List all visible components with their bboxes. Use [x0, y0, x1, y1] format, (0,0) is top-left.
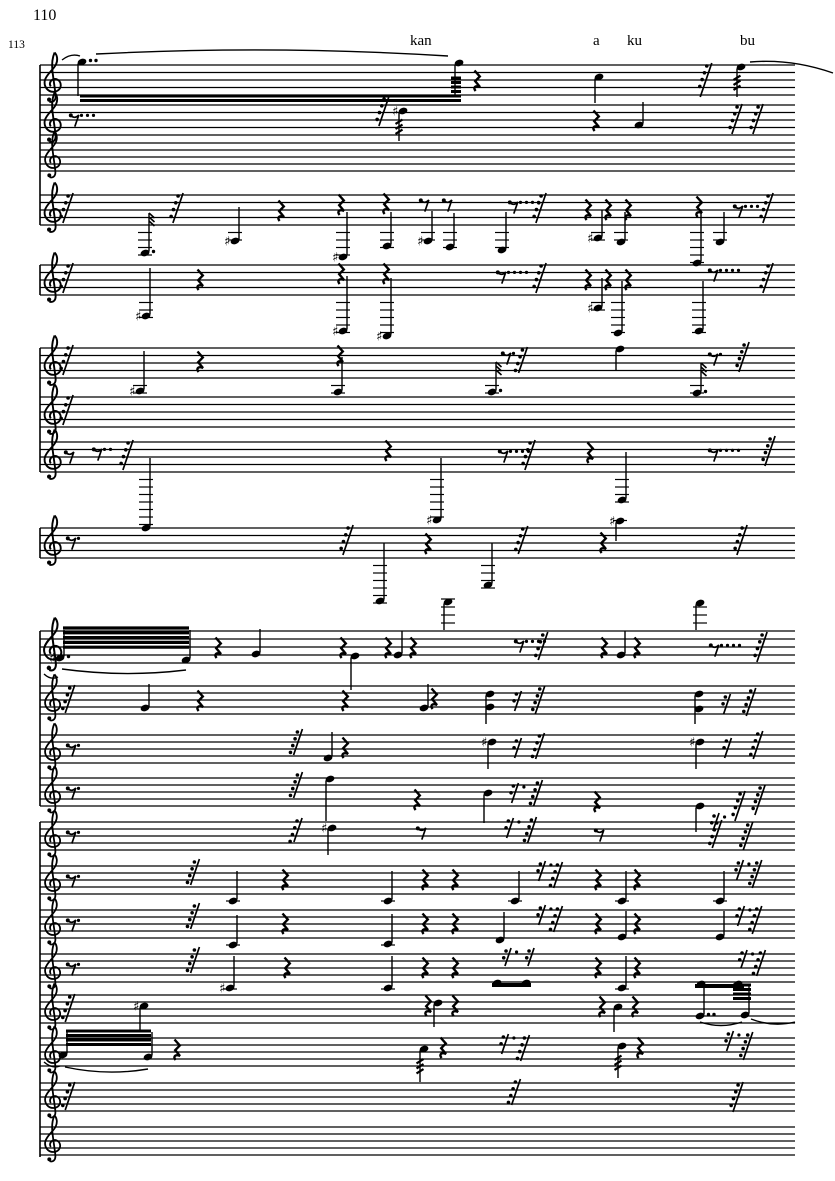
eighth-rest — [66, 918, 80, 931]
note — [616, 631, 627, 659]
slashed-rest — [186, 859, 200, 885]
note — [325, 775, 336, 821]
note — [695, 985, 716, 1020]
eighth-rest — [733, 204, 759, 217]
note — [634, 102, 645, 129]
quarter-rest — [587, 443, 593, 464]
slashed-rest — [509, 783, 525, 803]
slashed-rest — [532, 193, 546, 223]
sharp-accidental: ♯ — [417, 234, 424, 250]
slashed-rest — [61, 1082, 75, 1110]
measure-number: 113 — [8, 39, 25, 51]
note — [495, 212, 509, 254]
quarter-rest — [342, 738, 348, 759]
sharp-accidental: ♯ — [219, 981, 226, 997]
sharp-accidental: ♯ — [321, 821, 328, 837]
note — [332, 212, 350, 266]
staff — [40, 131, 795, 177]
note — [615, 452, 629, 504]
slashed-rest — [759, 263, 773, 293]
eighth-rest — [92, 447, 112, 460]
quarter-rest — [452, 996, 458, 1017]
quarter-rest — [594, 792, 600, 813]
sharp-accidental: ♯ — [135, 309, 142, 325]
slur — [62, 55, 80, 60]
staff — [40, 50, 833, 103]
slur — [96, 50, 448, 56]
note — [224, 207, 242, 250]
staff — [40, 898, 795, 949]
slashed-rest — [751, 785, 765, 815]
note — [138, 213, 155, 257]
slashed-rest — [61, 994, 75, 1022]
note — [426, 458, 444, 529]
note — [692, 281, 706, 335]
note — [219, 956, 237, 997]
eighth-rest — [66, 962, 80, 975]
slashed-rest — [516, 1035, 530, 1061]
lyric-syllable: bu — [740, 33, 755, 49]
slur — [65, 1067, 148, 1072]
slashed-rest — [59, 193, 73, 223]
slashed-rest — [734, 860, 750, 880]
slashed-rest — [525, 948, 534, 966]
slashed-rest — [499, 1034, 515, 1054]
slashed-rest — [169, 193, 183, 223]
note — [715, 911, 726, 941]
sharp-accidental: ♯ — [481, 735, 488, 751]
note — [695, 802, 706, 832]
quarter-rest — [338, 195, 344, 216]
eighth-rest — [66, 874, 80, 887]
slashed-rest — [735, 906, 751, 926]
note — [615, 1042, 628, 1078]
note — [485, 362, 502, 396]
eighth-rest — [66, 743, 80, 756]
note — [373, 543, 387, 605]
note — [129, 351, 147, 400]
sharp-accidental: ♯ — [332, 250, 339, 266]
note — [139, 458, 153, 532]
note — [443, 213, 457, 251]
slur — [750, 61, 833, 73]
slashed-rest — [523, 817, 537, 843]
quarter-rest — [632, 997, 638, 1018]
staff — [40, 810, 795, 856]
sharp-accidental: ♯ — [609, 514, 616, 530]
sharp-accidental: ♯ — [392, 104, 399, 120]
staff — [40, 598, 795, 690]
slashed-rest — [529, 780, 543, 806]
quarter-rest — [197, 352, 203, 373]
slashed-rest — [531, 733, 545, 759]
note — [350, 652, 361, 690]
sharp-accidental: ♯ — [426, 513, 433, 529]
quarter-rest — [440, 1038, 446, 1059]
note — [226, 871, 240, 905]
lyric-syllable: a — [593, 33, 600, 49]
slashed-rest — [536, 905, 552, 925]
tremolo-beam — [80, 96, 461, 101]
slashed-rest — [728, 104, 742, 134]
staff — [40, 250, 795, 345]
note — [690, 211, 704, 267]
slashed-rest — [514, 526, 528, 554]
staff — [40, 336, 795, 400]
note — [417, 1045, 430, 1082]
note — [226, 915, 240, 949]
slashed-rest — [534, 632, 548, 660]
slur — [62, 669, 186, 674]
note — [615, 345, 626, 371]
note — [693, 599, 707, 630]
rehearsal-number: 110 — [33, 7, 57, 24]
staff — [40, 1026, 795, 1082]
staff — [40, 1071, 795, 1117]
slashed-rest — [186, 947, 200, 973]
slashed-rest — [512, 738, 521, 758]
note — [611, 281, 625, 337]
sharp-accidental: ♯ — [587, 301, 594, 317]
note — [690, 363, 707, 397]
sharp-accidental: ♯ — [376, 329, 383, 345]
slashed-rest — [512, 691, 521, 711]
sharp-accidental: ♯ — [129, 384, 136, 400]
sharp-accidental: ♯ — [49, 651, 56, 667]
eighth-rest — [66, 786, 80, 799]
note — [419, 684, 430, 712]
sharp-accidental: ♯ — [587, 231, 594, 247]
note — [323, 732, 334, 762]
slashed-rest — [722, 738, 731, 758]
staff — [40, 674, 795, 724]
slashed-rest — [738, 950, 754, 968]
note — [481, 736, 497, 770]
note — [417, 211, 435, 250]
quarter-rest — [637, 1038, 643, 1059]
quarter-rest — [431, 689, 437, 710]
slashed-rest — [59, 395, 73, 425]
staff — [40, 430, 795, 533]
lyric-syllable: ku — [627, 33, 642, 49]
sharp-accidental: ♯ — [224, 234, 231, 250]
quarter-rest — [383, 264, 389, 285]
slashed-rest — [742, 688, 756, 716]
note — [613, 1003, 624, 1032]
note — [441, 598, 455, 630]
slashed-rest — [186, 903, 200, 929]
slashed-rest — [761, 436, 775, 466]
quarter-rest — [599, 997, 605, 1018]
note — [251, 629, 262, 658]
quarter-rest — [174, 1040, 180, 1061]
note — [689, 736, 705, 770]
note — [381, 871, 395, 905]
slashed-rest — [532, 263, 546, 293]
slashed-rest — [735, 342, 749, 372]
lyric-syllable: kan — [410, 33, 432, 49]
slashed-rest — [514, 347, 528, 373]
note — [135, 268, 153, 325]
note — [615, 871, 629, 905]
eighth-rest — [66, 830, 80, 843]
staff — [40, 515, 795, 606]
slashed-rest — [724, 1031, 740, 1051]
quarter-rest — [385, 441, 391, 462]
note — [332, 276, 350, 340]
slashed-rest — [59, 263, 73, 293]
staff — [40, 942, 795, 996]
slashed-rest — [739, 1032, 753, 1060]
note — [77, 58, 98, 96]
sharp-accidental: ♯ — [689, 735, 696, 751]
slashed-rest — [521, 440, 535, 470]
slashed-rest — [504, 818, 520, 838]
eighth-rest — [594, 828, 604, 841]
slashed-rest — [749, 104, 763, 134]
note — [617, 911, 628, 941]
slashed-rest — [721, 694, 730, 714]
sharp-accidental: ♯ — [133, 999, 140, 1015]
staff — [40, 183, 795, 268]
slashed-rest — [536, 861, 552, 881]
note — [393, 631, 404, 659]
staff — [40, 983, 795, 1032]
sharp-accidental: ♯ — [332, 324, 339, 340]
staff — [40, 854, 795, 905]
quarter-rest — [425, 996, 431, 1017]
slashed-rest — [61, 685, 75, 713]
note — [140, 684, 151, 712]
eighth-rest — [708, 448, 740, 461]
staff — [40, 385, 795, 434]
slashed-rest — [759, 193, 773, 223]
staff — [40, 1115, 795, 1161]
note — [713, 871, 727, 905]
staff — [40, 723, 795, 769]
quarter-rest — [338, 264, 344, 285]
note — [508, 871, 522, 905]
slashed-rest — [502, 948, 518, 966]
quarter-rest — [383, 194, 389, 215]
slashed-rest — [119, 440, 133, 470]
